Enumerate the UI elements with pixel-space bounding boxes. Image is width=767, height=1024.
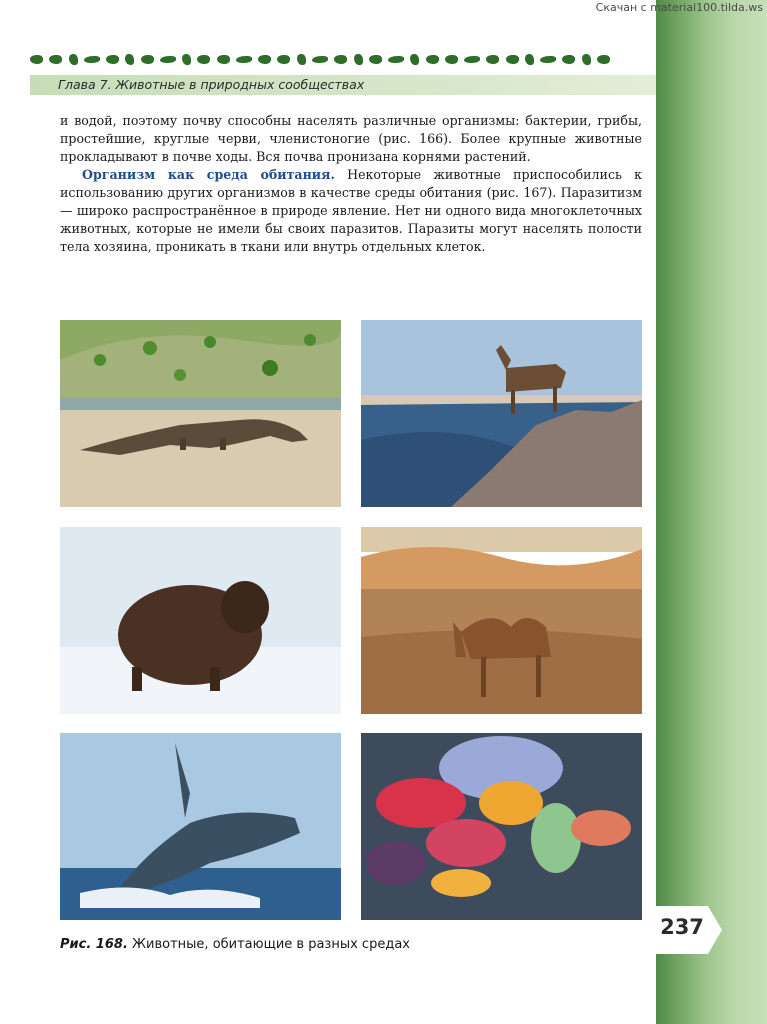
chapter-title: Глава 7. Животные в природных сообществах (58, 77, 365, 92)
paragraph-2-text: Некоторые животные приспособились к использованию других организмов в качестве среды обитания (рис. 167). Паразитизм — широко распространённое в природе явление. Нет ни одного вида многоклеточных животных, которые не имели бы своих паразитов. Паразиты могут населять полости тела хозяина, проникать в ткани или внутрь отдельных клеток. (60, 167, 642, 254)
chapter-header-bar (30, 75, 656, 95)
green-page-edge (656, 0, 767, 1024)
section-heading: Организм как среда обитания. (82, 167, 335, 182)
paragraph-2 (60, 166, 642, 256)
paragraph-1: и водой, поэтому почву способны населять различные организмы: бактерии, грибы, простейшие, круглые черви, членистоногие (рис. 166). Более крупные животные прокладывают в почве ходы. Вся почва пронизана корнями растений. (60, 113, 642, 164)
body-text (60, 112, 642, 256)
photo-camel (361, 527, 642, 714)
animal-silhouette-strip (30, 50, 610, 68)
figure-label: Рис. 168. (60, 937, 128, 952)
source-watermark: Скачан с material100.tilda.ws (595, 1, 763, 14)
photo-humpback-whale (60, 733, 341, 920)
photo-musk-ox (60, 527, 341, 714)
page-number: 237 (660, 915, 704, 939)
photo-komodo-dragon (60, 320, 341, 507)
photo-ibex (361, 320, 642, 507)
photo-coral-reef (361, 733, 642, 920)
figure-caption (60, 937, 410, 952)
figure-caption-text: Животные, обитающие в разных средах (127, 937, 410, 952)
